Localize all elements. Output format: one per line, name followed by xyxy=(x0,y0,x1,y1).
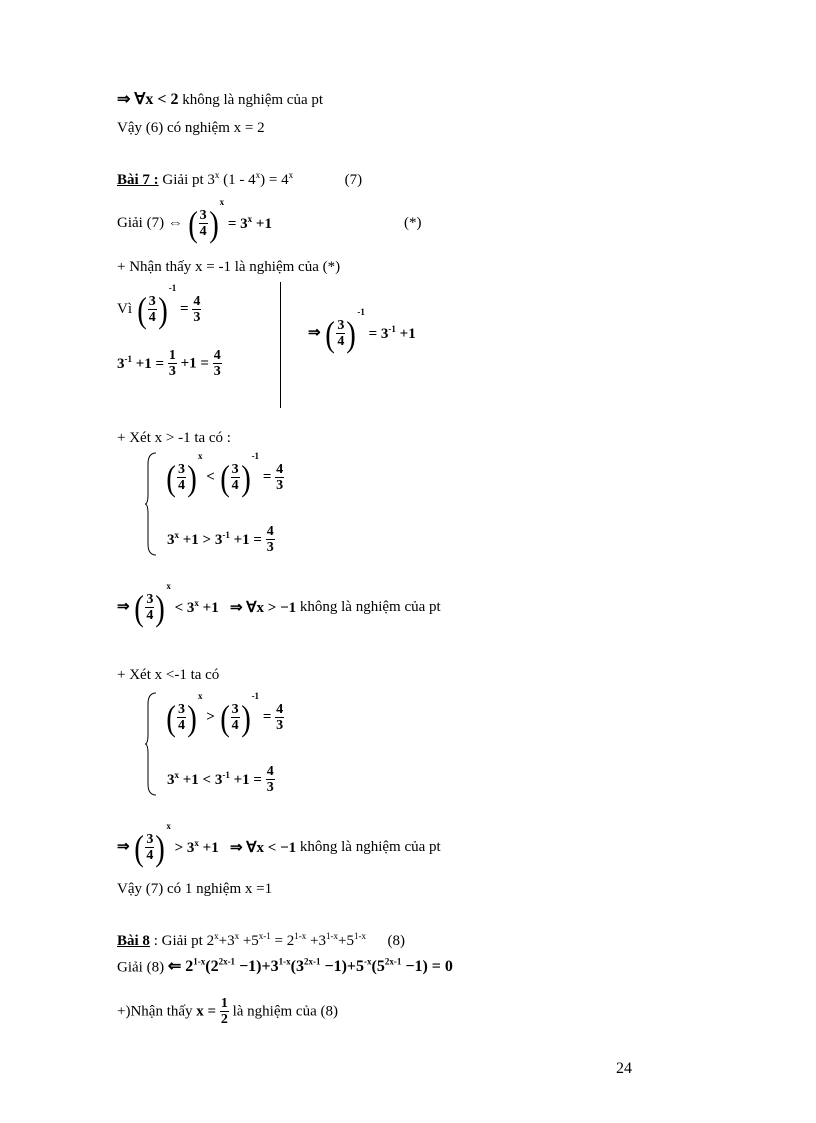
star-label: (*) xyxy=(404,215,422,231)
implies-2: ⇒ ( $\frac{3}{4}$ )$^x > 3^x +1$ ⇒ ∀x < −1 không là nghiệm của pt xyxy=(117,821,441,868)
giai7-line: Giải (7) ⇔ ( $\frac{3}{4}$ )$^x = 3^x +1$ xyxy=(117,197,272,244)
giai8-line: Giải (8) ⇐ $2^{1-x}(2^{2x-1} -1)+3^{1-x}(3^{2x-1} -1)+5^{-x}(5^{2x-1} -1) = 0$ xyxy=(117,957,453,976)
implies-1: ⇒ ( $\frac{3}{4}$ )$^x < 3^x +1$ ⇒ ∀x > −1 không là nghiệm của pt xyxy=(117,581,441,628)
xet1-ineq2: $3^x +1 > 3^{-1} +1$ = $\frac{4}{3}$ xyxy=(167,524,274,556)
nhan8-line: +)Nhận thấy x = $\frac{1}{2}$ là nghiệm của (8) xyxy=(117,996,338,1028)
bai7-heading: Bài 7 : Giải pt 3$^x$ $(1 - 4^x) = 4^x$ (7) xyxy=(117,170,363,188)
vertical-divider xyxy=(280,282,281,408)
bai8-heading: Bài 8 : Giải pt $2^x+3^x +5^{x-1} = 2^{1-x} +3^{1-x}+5^{1-x}$ (8) xyxy=(117,931,405,949)
xet1-ineq1: ( $\frac{3}{4}$ )$^x$ < ( $\frac{3}{4}$ )$^{-1}$ = $\frac{4}{3}$ xyxy=(166,451,284,498)
page-number: 24 xyxy=(616,1060,632,1077)
xet1-line: + Xét x > -1 ta có : xyxy=(117,430,231,446)
xet2-line: + Xét x <-1 ta có xyxy=(117,667,220,683)
line-1: ⇒ ∀x < 2 không là nghiệm của pt xyxy=(117,91,324,108)
vay7-line: Vậy (7) có 1 nghiệm x =1 xyxy=(117,881,273,897)
xet2-ineq1: ( $\frac{3}{4}$ )$^x$ > ( $\frac{3}{4}$ )$^{-1}$ = $\frac{4}{3}$ xyxy=(166,691,284,738)
brace-2 xyxy=(144,692,158,796)
vi-line: Vì ( $\frac{3}{4}$ )$^{-1}$ = $\frac{4}{3}$ xyxy=(117,283,201,330)
implies-line: ⇒ ( $\frac{3}{4}$ )$^{-1} = 3^{-1} +1$ xyxy=(308,307,416,354)
xet2-ineq2: $3^x +1 < 3^{-1} +1$ = $\frac{4}{3}$ xyxy=(167,764,274,796)
brace-1 xyxy=(144,452,158,556)
line-2: Vậy (6) có nghiệm x = 2 xyxy=(117,120,265,136)
vi-line-2: $3^{-1} +1$ = $\frac{1}{3}$ +1 = $\frac{4}{3}$ xyxy=(117,348,221,380)
nhan-thay-line: + Nhận thấy x = -1 là nghiệm của (*) xyxy=(117,259,341,275)
